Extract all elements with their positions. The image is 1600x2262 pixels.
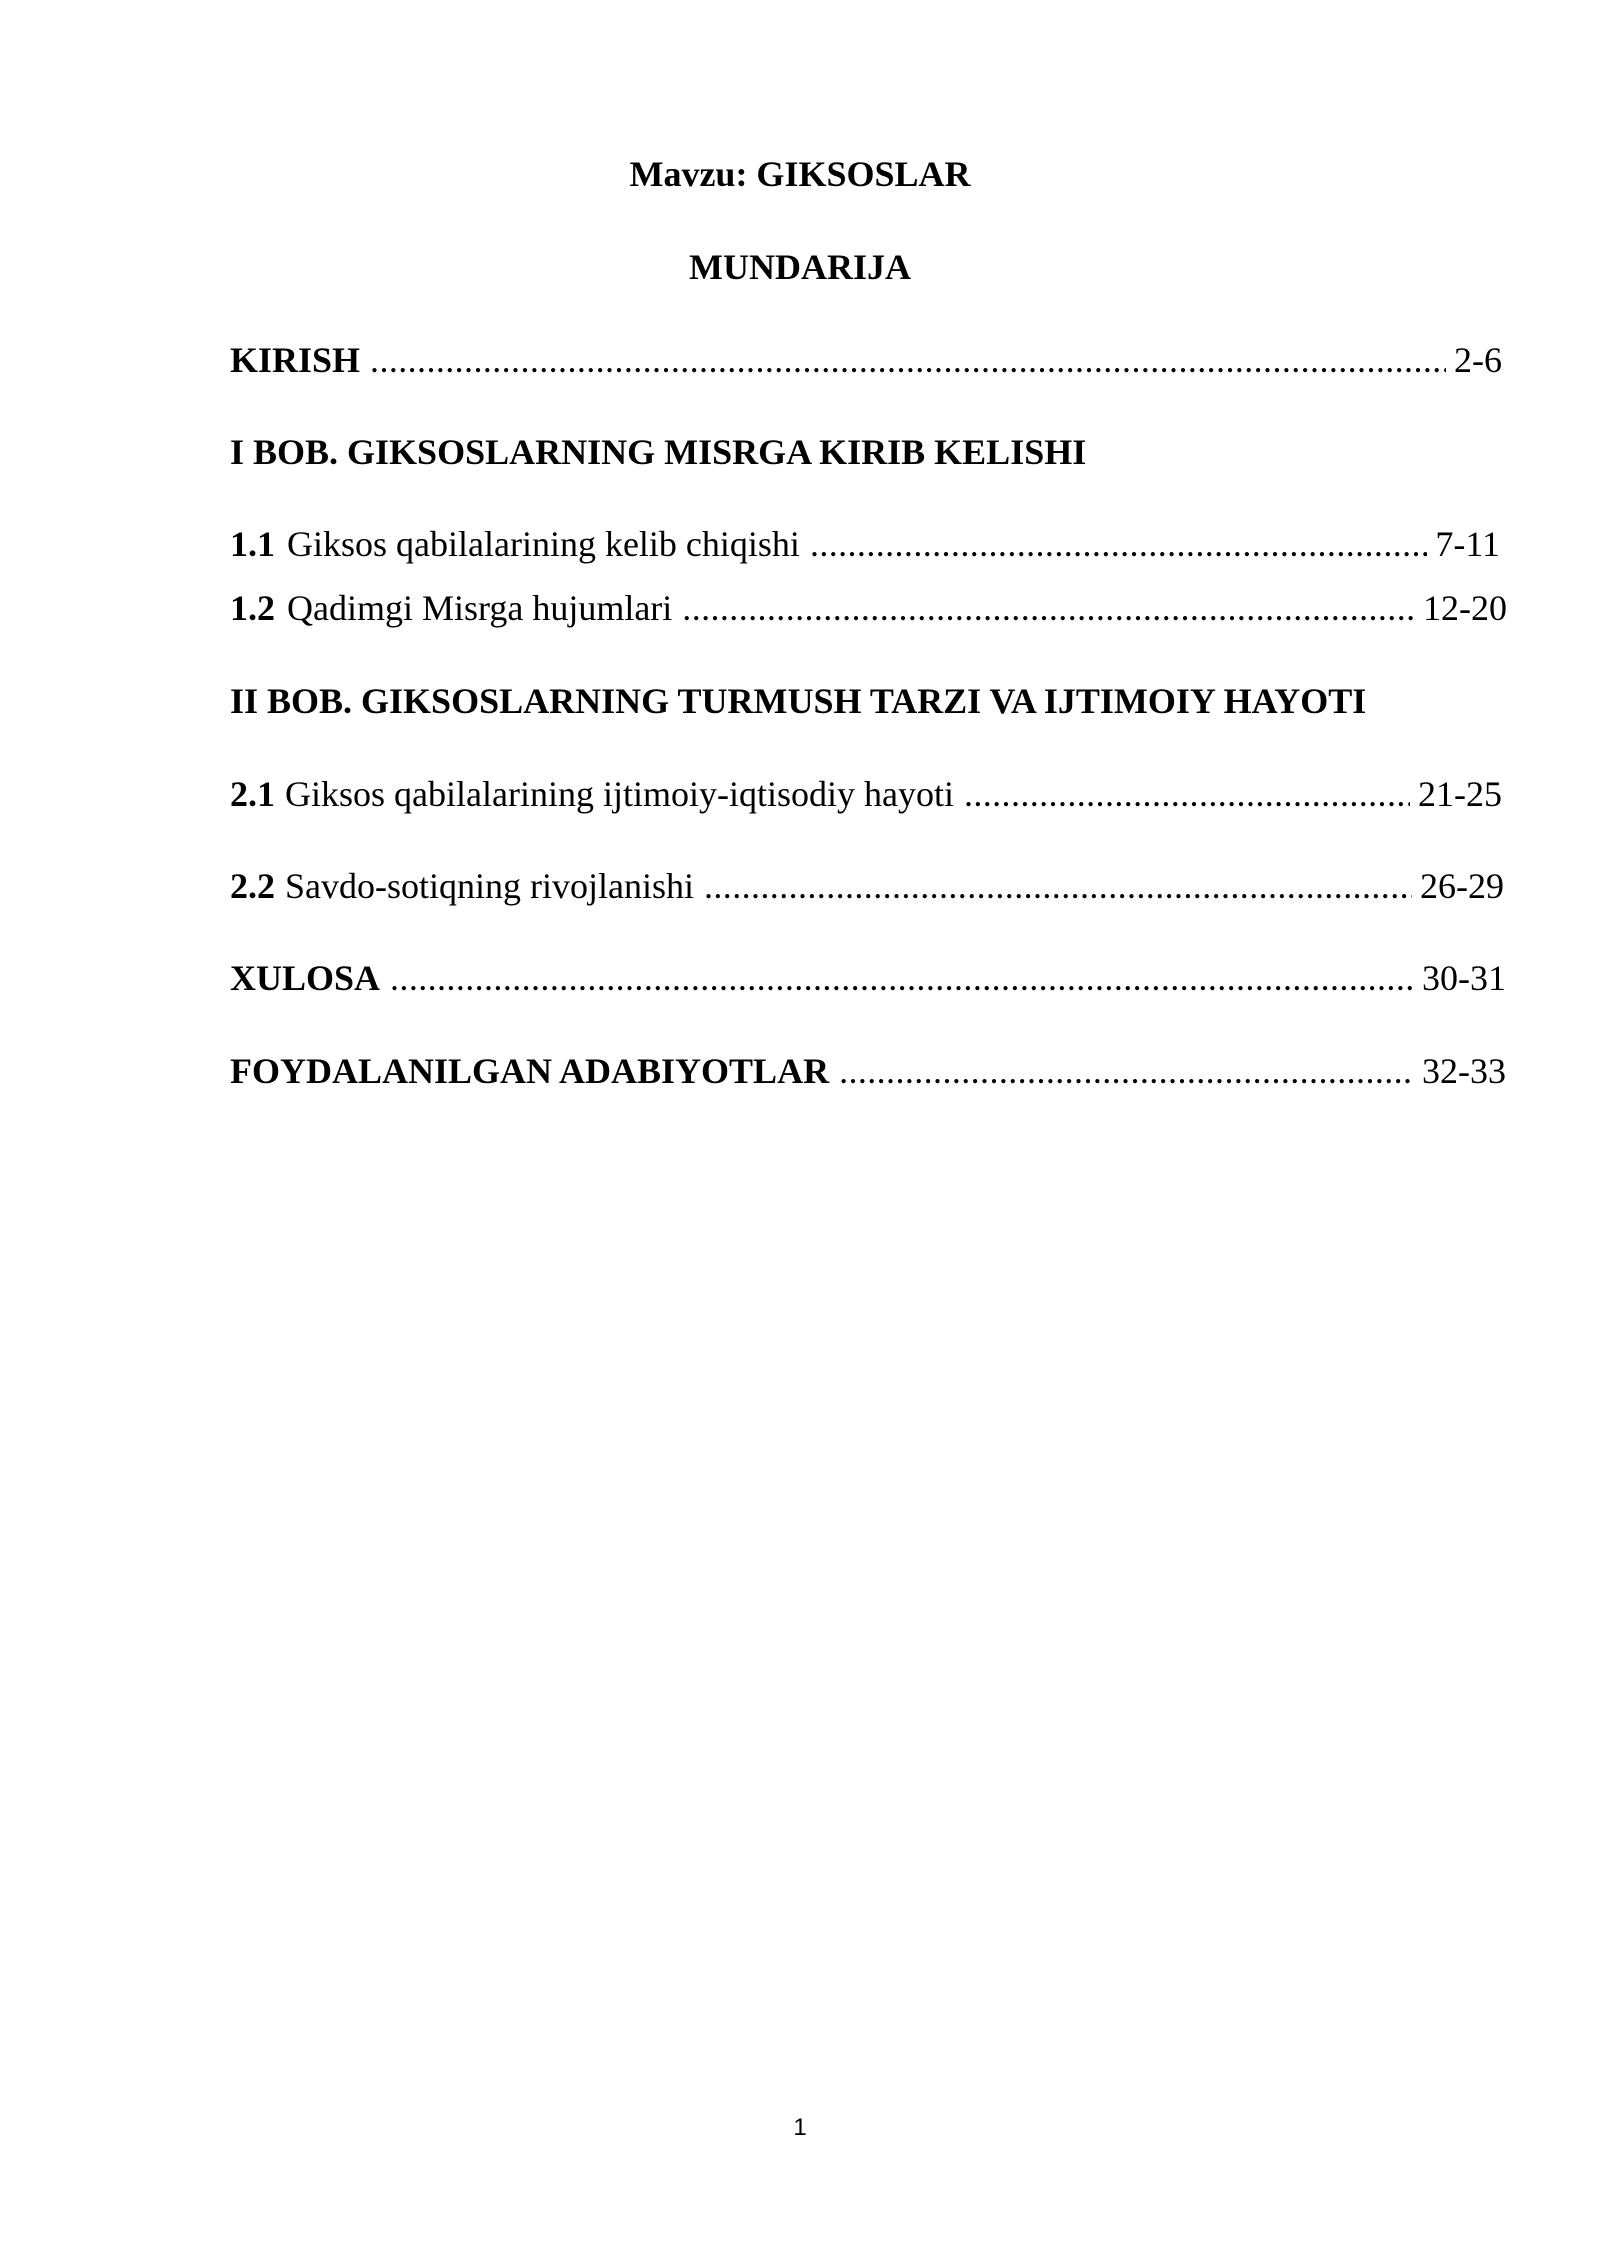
toc-entry-references bbox=[230, 1049, 1506, 1093]
toc-entry-label: Qadimgi Misrga hujumlari bbox=[287, 588, 673, 628]
page-number: 1 bbox=[793, 2114, 807, 2141]
toc-leader-dots bbox=[682, 586, 1415, 630]
toc-entry-number: 1.2 bbox=[230, 588, 275, 628]
toc-entry-pages: 12-20 bbox=[1423, 588, 1507, 628]
toc-leader-dots bbox=[370, 338, 1446, 382]
toc-entry-1-1 bbox=[230, 522, 1500, 566]
toc-leader-dots bbox=[390, 956, 1414, 1000]
toc-entry-label: KIRISH bbox=[230, 340, 361, 380]
toc-entry-2-2 bbox=[230, 864, 1504, 908]
toc-leader-dots bbox=[704, 864, 1412, 908]
toc-entry-label: Giksos qabilalarining kelib chiqishi bbox=[287, 524, 800, 564]
toc-entry-label: FOYDALANILGAN ADABIYOTLAR bbox=[230, 1051, 830, 1091]
toc-entry-pages: 30-31 bbox=[1422, 958, 1506, 998]
chapter-heading-1: I BOB. GIKSOSLARNING MISRGA KIRIB KELISHI bbox=[230, 432, 1087, 472]
toc-entry-number: 2.1 bbox=[230, 774, 275, 814]
toc-entry-number: 1.1 bbox=[230, 524, 275, 564]
toc-entry-label: Savdo-sotiqning rivojlanishi bbox=[285, 866, 694, 906]
contents-title: MUNDARIJA bbox=[689, 247, 911, 287]
toc-entry-2-1 bbox=[230, 772, 1502, 816]
toc-entry-label: Giksos qabilalarining ijtimoiy-iqtisodiy hayoti bbox=[285, 774, 954, 814]
toc-leader-dots bbox=[839, 1049, 1414, 1093]
toc-leader-dots bbox=[810, 522, 1427, 566]
chapter-heading-2: II BOB. GIKSOSLARNING TURMUSH TARZI VA IJTIMOIY HAYOTI bbox=[230, 681, 1367, 721]
toc-entry-pages: 26-29 bbox=[1420, 866, 1504, 906]
toc-entry-pages: 7-11 bbox=[1435, 524, 1500, 564]
toc-entry-number: 2.2 bbox=[230, 866, 275, 906]
toc-entry-pages: 21-25 bbox=[1418, 774, 1502, 814]
toc-entry-pages: 2-6 bbox=[1454, 340, 1502, 380]
toc-entry-pages: 32-33 bbox=[1422, 1051, 1506, 1091]
toc-entry-xulosa bbox=[230, 956, 1506, 1000]
toc-entry-1-2 bbox=[230, 586, 1507, 630]
topic-title: Mavzu: GIKSOSLAR bbox=[629, 154, 971, 194]
toc-leader-dots bbox=[964, 772, 1410, 816]
toc-entry-kirish bbox=[230, 338, 1502, 382]
toc-entry-label: XULOSA bbox=[230, 958, 381, 998]
